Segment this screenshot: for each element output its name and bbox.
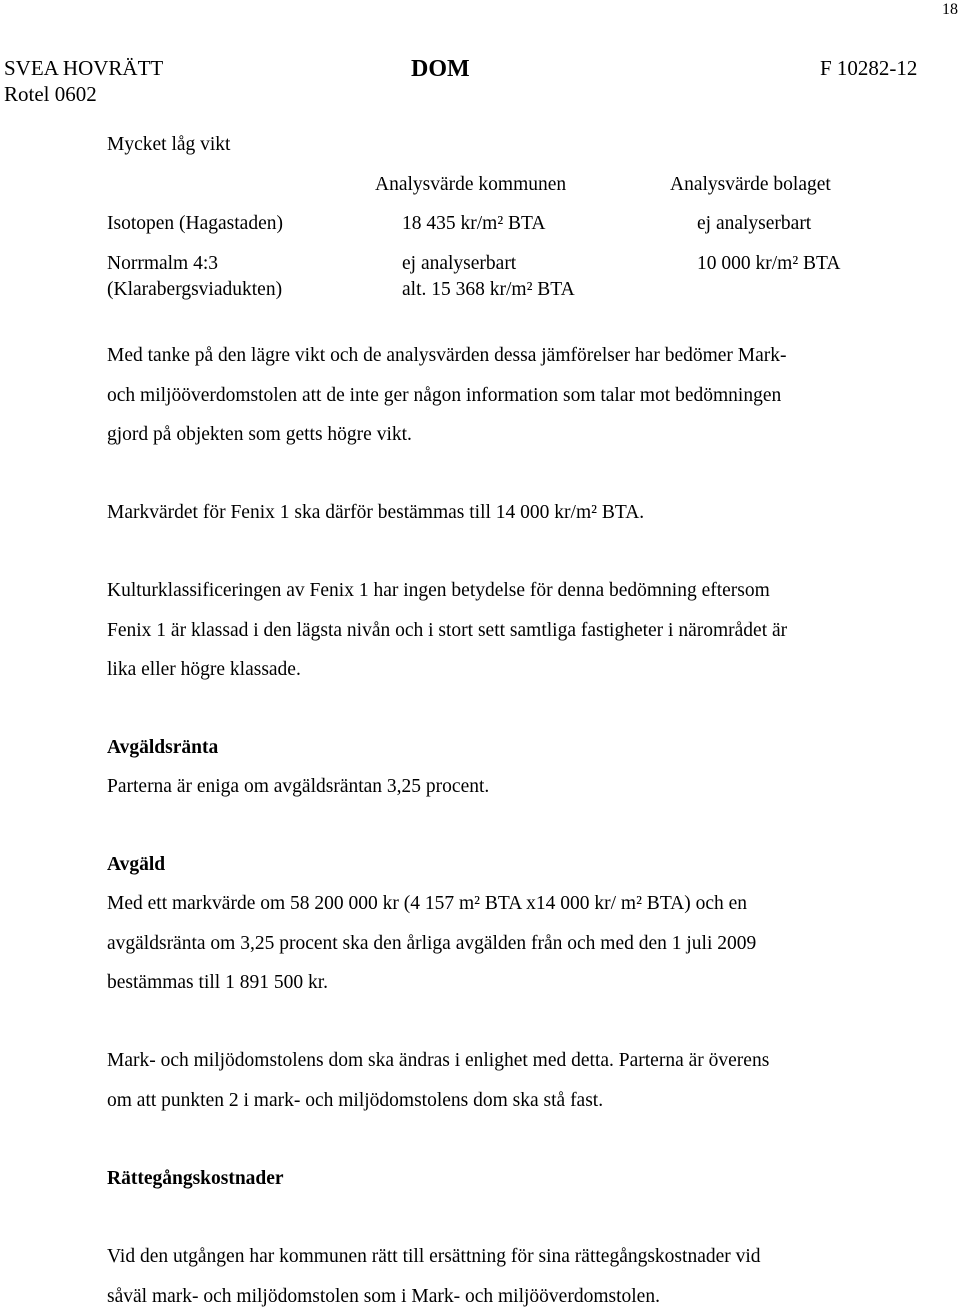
text-line: gjord på objekten som getts högre vikt.	[107, 415, 907, 455]
text-line: Fenix 1 är klassad i den lägsta nivån och i stort sett samtliga fastigheter i närområdet är	[107, 611, 907, 651]
value-bolaget: 10 000 kr/m² BTA	[697, 253, 841, 275]
value-kommunen-alt: alt. 15 368 kr/m² BTA	[402, 279, 575, 301]
text-line: Mark- och miljödomstolens dom ska ändras i enlighet med detta. Parterna är överens	[107, 1041, 907, 1081]
text-line: bestämmas till 1 891 500 kr.	[107, 963, 907, 1003]
text-line: och miljööverdomstolen att de inte ger någon information som talar mot bedömningen	[107, 376, 907, 416]
weight-label: Mycket låg vikt	[107, 134, 230, 156]
value-kommunen: 18 435 kr/m² BTA	[402, 213, 546, 235]
heading-rattegangskostnader: Rättegångskostnader	[107, 1168, 284, 1190]
heading-avgald: Avgäld	[107, 854, 165, 876]
text-line: Med tanke på den lägre vikt och de analysvärden dessa jämförelser har bedömer Mark-	[107, 336, 907, 376]
document-type: DOM	[411, 56, 470, 83]
text-line: såväl mark- och miljödomstolen som i Mark- och miljööverdomstolen.	[107, 1277, 907, 1316]
paragraph-market-value	[107, 493, 907, 533]
column-header-bolaget: Analysvärde bolaget	[670, 174, 831, 196]
text-line: avgäldsränta om 3,25 procent ska den årliga avgälden från och med den 1 juli 2009	[107, 924, 907, 964]
paragraph-assessment	[107, 336, 907, 455]
value-kommunen: ej analyserbart	[402, 253, 516, 275]
text-line: om att punkten 2 i mark- och miljödomstolens dom ska stå fast.	[107, 1081, 907, 1121]
paragraph-judgment-change	[107, 1041, 907, 1120]
heading-avgaldsranta: Avgäldsränta	[107, 737, 218, 759]
property-name: Norrmalm 4:3	[107, 253, 218, 275]
text-line: Med ett markvärde om 58 200 000 kr (4 157 m² BTA x14 000 kr/ m² BTA) och en	[107, 884, 907, 924]
paragraph-legal-costs	[107, 1237, 907, 1316]
paragraph-interest-rate: Parterna är eniga om avgäldsräntan 3,25 procent.	[107, 776, 489, 798]
text-line: Kulturklassificeringen av Fenix 1 har ingen betydelse för denna bedömning eftersom	[107, 571, 907, 611]
paragraph-culture-classification	[107, 571, 907, 690]
paragraph-ground-rent	[107, 884, 907, 1003]
value-bolaget: ej analyserbart	[697, 213, 811, 235]
text-line: lika eller högre klassade.	[107, 650, 907, 690]
case-number: F 10282-12	[820, 56, 917, 81]
column-header-kommunen: Analysvärde kommunen	[375, 174, 566, 196]
division-label: Rotel 0602	[4, 82, 97, 107]
text-line: Markvärdet för Fenix 1 ska därför bestämmas till 14 000 kr/m² BTA.	[107, 493, 907, 533]
court-name: SVEA HOVRÄTT	[4, 56, 163, 81]
page-number: 18	[942, 1, 958, 19]
property-name-detail: (Klarabergsviadukten)	[107, 279, 282, 301]
text-line: Vid den utgången har kommunen rätt till ersättning för sina rättegångskostnader vid	[107, 1237, 907, 1277]
property-name: Isotopen (Hagastaden)	[107, 213, 283, 235]
